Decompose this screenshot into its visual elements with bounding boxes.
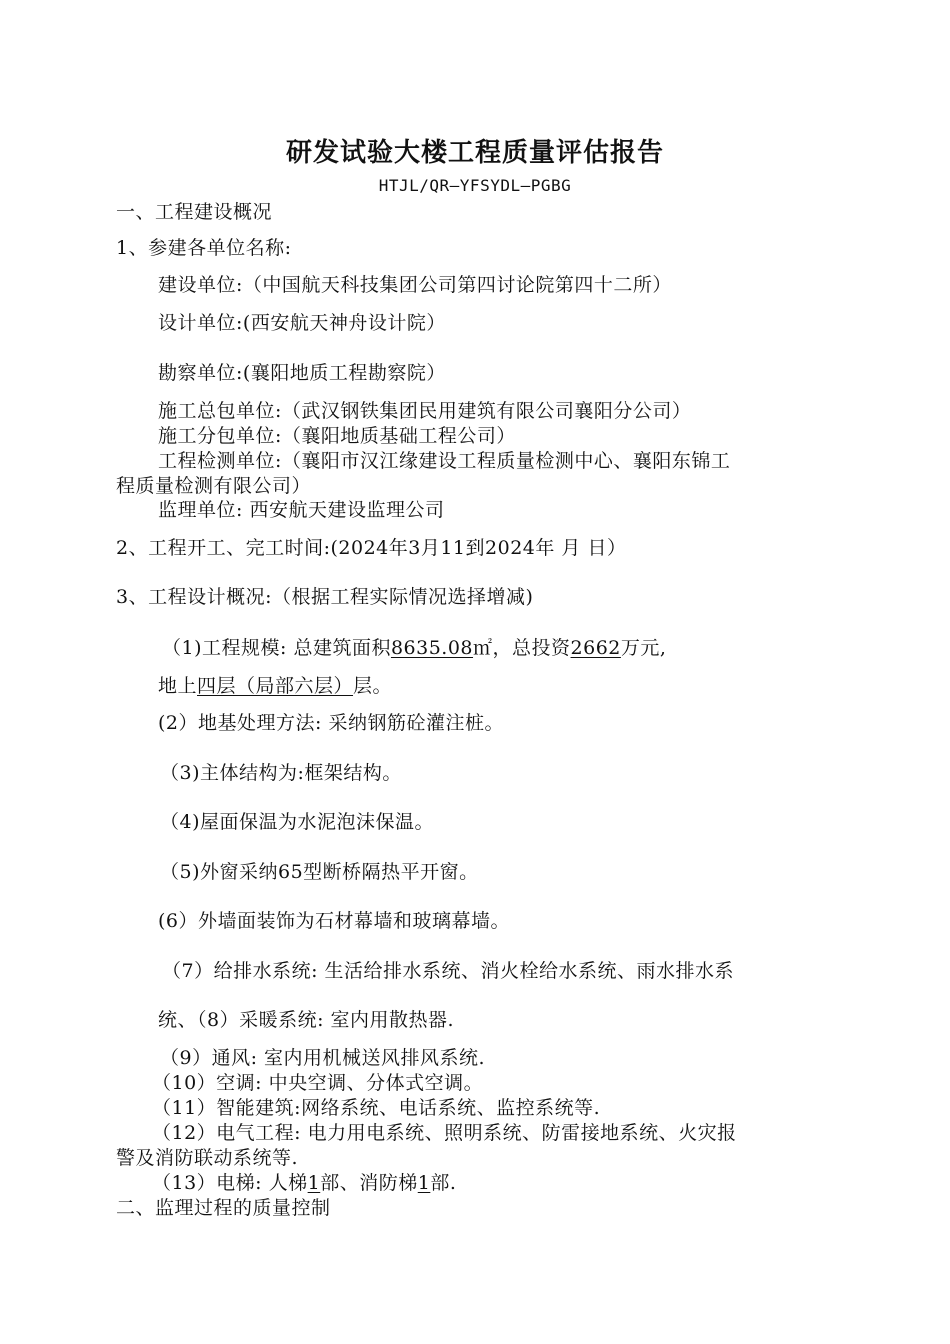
unit-general-contractor: 施工总包单位:（武汉钢铁集团民用建筑有限公司襄阳分公司） bbox=[158, 400, 692, 422]
item-smart-building: （11）智能建筑:网络系统、电话系统、监控系统等. bbox=[152, 1097, 601, 1119]
unit-testing-line2: 程质量检测有限公司） bbox=[116, 475, 312, 497]
unit-design: 设计单位:(西安航天神舟设计院） bbox=[158, 312, 446, 334]
item-scale-mid: ㎡，总投资 bbox=[473, 637, 571, 659]
floors-value: 四层（局部六层） bbox=[197, 675, 354, 697]
page-title: 研发试验大楼工程质量评估报告 bbox=[285, 138, 664, 168]
construction-period: 2、工程开工、完工时间:(2024年3月11到2024年 月 日） bbox=[116, 537, 627, 559]
subsection-heading-units: 1、参建各单位名称: bbox=[116, 237, 292, 259]
section-heading-2: 二、监理过程的质量控制 bbox=[116, 1197, 331, 1219]
item-structure: （3)主体结构为:框架结构。 bbox=[160, 762, 402, 784]
total-investment-value: 2662 bbox=[570, 637, 621, 659]
unit-construction: 建设单位:（中国航天科技集团公司第四讨论院第四十二所） bbox=[158, 274, 672, 296]
item-floors-post: 层。 bbox=[353, 675, 393, 697]
item-scale bbox=[162, 636, 666, 660]
item-water-line1: （7）给排水系统: 生活给排水系统、消火栓给水系统、雨水排水系 bbox=[162, 960, 735, 982]
item-elevators-post: 部. bbox=[430, 1172, 457, 1194]
unit-supervision: 监理单位: 西安航天建设监理公司 bbox=[158, 499, 445, 521]
section-heading-1: 一、工程建设概况 bbox=[116, 201, 273, 223]
subsection-heading-design: 3、工程设计概况:（根据工程实际情况选择增减) bbox=[116, 586, 534, 608]
unit-survey: 勘察单位:(襄阳地质工程勘察院） bbox=[158, 362, 446, 384]
document-code: HTJL/QR—YFSYDL—PGBG bbox=[378, 176, 572, 195]
item-roof-insulation: （4)屋面保温为水泥泡沫保温。 bbox=[160, 811, 435, 833]
passenger-elevator-count: 1 bbox=[307, 1172, 321, 1194]
item-elevators bbox=[152, 1171, 456, 1195]
item-scale-post: 万元, bbox=[620, 637, 667, 659]
item-air-conditioning: （10）空调: 中央空调、分体式空调。 bbox=[152, 1072, 484, 1094]
item-ventilation: （9）通风: 室内用机械送风排风系统. bbox=[160, 1047, 486, 1069]
unit-testing-line1: 工程检测单位:（襄阳市汉江缘建设工程质量检测中心、襄阳东锦工 bbox=[158, 450, 731, 472]
item-elevators-pre: （13）电梯: 人梯 bbox=[152, 1172, 308, 1194]
item-water-line2: 统、（8）采暖系统: 室内用散热器. bbox=[158, 1009, 455, 1031]
item-foundation: (2）地基处理方法: 采纳钢筋砼灌注桩。 bbox=[158, 712, 504, 734]
item-windows: （5)外窗采纳65型断桥隔热平开窗。 bbox=[160, 861, 479, 883]
item-scale-pre: （1)工程规模: 总建筑面积 bbox=[162, 637, 391, 659]
unit-subcontractor: 施工分包单位:（襄阳地质基础工程公司） bbox=[158, 425, 516, 447]
item-floors-pre: 地上 bbox=[158, 675, 198, 697]
fire-elevator-count: 1 bbox=[417, 1172, 431, 1194]
total-area-value: 8635.08 bbox=[390, 637, 474, 659]
item-elevators-mid: 部、消防梯 bbox=[320, 1172, 418, 1194]
item-floors bbox=[158, 674, 392, 698]
item-facade: (6）外墙面装饰为石材幕墙和玻璃幕墙。 bbox=[158, 910, 511, 932]
item-electrical-line2: 警及消防联动系统等. bbox=[116, 1147, 299, 1169]
item-electrical-line1: （12）电气工程: 电力用电系统、照明系统、防雷接地系统、火灾报 bbox=[152, 1122, 737, 1144]
